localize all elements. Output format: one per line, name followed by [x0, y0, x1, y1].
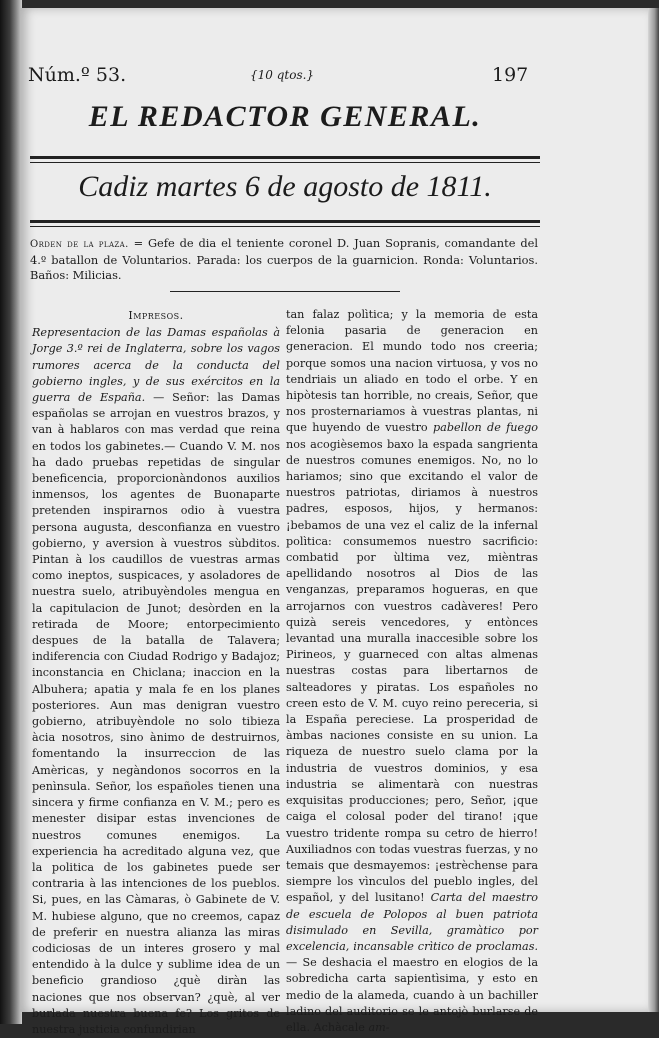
orden-label: Orden de la plaza.	[30, 239, 129, 250]
dateline-rule-thin	[30, 226, 540, 227]
dateline: Cadiz martes 6 de agosto de 1811.	[78, 170, 492, 203]
book-spine	[0, 0, 22, 1024]
dateline-rule	[30, 220, 540, 223]
right-column-text-2: nos acogièsemos baxo la espada sangrienta de nuestros comunes enemigos. No, no lo hariamos; sino que excitando el valor de nuestros patriotas, diriamos à nuestros padres, esposos, hijos, y hermanos: ¡bebamos de una vez el caliz de la infernal polìtica: consumemos nuestro sacrificio: combatid por ùltima vez, mièntras apellidando nosotros al Dios de las venganzas, preparamos hogueras, en que arrojarnos con vuestros cadàveres! Pero quizà sereis vencedores, y entònces levantad una muralla inaccesible sobre los Pirineos, y guarneced con altas almenas nuestras costas para libertarnos de salteadores y piratas. Los españoles no creen esto de V. M. cuyo reino pereceria, si la España pereciese. La prosperidad de àmbas naciones consiste en su union. La riqueza de nuestro suelo clama por la industria de vuestros dominios, y esa industria se alimentarà con nuestras exquisitas producciones; pero, Señor, ¡que caiga el colosal poder del tirano! ¡que vuestro tridente rompa su cetro de hierro! Auxiliadnos con todas vuestras fuerzas, y no temais que desmayemos: ¡estrèchense para siempre los vìnculos del pueblo ingles, del español, y del lusitano!	[286, 437, 538, 905]
right-column-italic: pabellon de fuego	[433, 421, 539, 435]
carta-title: Carta del maestro de escuela de Polopos al buen patriota disimulado en Sevilla, gramàtico por excelencia, incansable crìtico de proclamas.	[286, 891, 538, 953]
page-edge	[648, 8, 659, 1012]
carta-text: — Se deshacia el maestro en elogios de la sobredicha carta sapientìsima, y esto en medio de la alameda, cuando à un bachiller ladino del auditorio se le antojò burlarse de ella. Achàcale	[286, 956, 538, 1034]
page-number: 197	[492, 64, 529, 86]
price-quarters: {10 qtos.}	[250, 68, 315, 82]
orden-de-la-plaza	[30, 236, 538, 284]
masthead: EL REDACTOR GENERAL.	[88, 100, 482, 133]
left-column-text: — Señor: las Damas españolas se arrojan en vuestros brazos, y van à hablaros con mas verdad que reina en todos los gabinetes.— Cuando V. M. nos ha dado pruebas repetidas de singular beneficencia, proporcionàndonos auxilios inmensos, los agentes de Buonaparte pretenden inspirarnos odio à vuestra persona augusta, desconfianza en vuestro gobierno, y aversion à vuestros sùbditos. Pintan à los caudillos de vuestras armas como ineptos, suspicaces, y asoladores de nuestra suelo, atribuyèndoles mengua en la capitulacion de Junot; desòrden en la retirada de Moore; entorpecimiento despues de la batalla de Talavera; indiferencia con Ciudad Rodrigo y Badajoz; inconstancia en Chiclana; inaccion en la Albuhera; apatia y mala fe en los planes posteriores. Aun mas denigran vuestro gobierno, atribuyèndole no solo tibieza àcia nosotros, sino ànimo de destruirnos, fomentando la insurreccion de las Amèricas, y negàndonos socorros en la penìnsula. Señor, los españoles tienen una sincera y firme confianza en V. M.; pero es menester disipar estas invenciones de nuestros comunes enemigos. La experiencia ha acreditado alguna vez, que la politica de los gabinetes puede ser contraria à las intenciones de los pueblos. Si, pues, en las Càmaras, ò Gabinete de V. M. hubiese alguno, que no creemos, capaz de preferir en nuestra alianza las miras codiciosas de un interes grosero y mal entendido à la dulce y sublime idea de un beneficio grandioso ¿què diràn las naciones que nos observan? ¿què, al ver burlada nuestra buena fe? Los gritos de nuestra justicia confundirian	[32, 391, 280, 1036]
masthead-rule	[30, 156, 540, 159]
masthead-rule-thin	[30, 162, 540, 163]
column-left	[32, 308, 280, 1038]
carta-tail: am-	[368, 1020, 390, 1034]
orden-text: = Gefe de dia el teniente coronel D. Juan Sopranis, comandante del 4.º batallon de Voluntarios. Parada: los cuerpos de la guarnicion. Ronda: Voluntarios. Baños: Milicias.	[30, 236, 538, 282]
representacion-title: Representacion de las Damas españolas à Jorge 3.º rei de Inglaterra, sobre los vagos rumores acerca de la conducta del gobierno ingles, y de sus exércitos en la guerra de España.	[32, 326, 280, 405]
issue-number: Núm.º 53.	[28, 64, 127, 86]
section-divider	[170, 291, 400, 292]
impresos-heading: Impresos.	[128, 309, 184, 322]
right-column-text: tan falaz polìtica; y la memoria de esta felonia pasaria de generacion en generacion. El mundo todo nos creeria; porque somos una nacion virtuosa, y vos no tendriais un aliado en todo el orbe. Y en hipòtesis tan horrible, no creais, Señor, que nos prosternariamos à vuestras plantas, ni que huyendo de vuestro	[286, 308, 538, 435]
newspaper-page	[20, 8, 648, 1036]
column-right	[286, 307, 538, 1036]
